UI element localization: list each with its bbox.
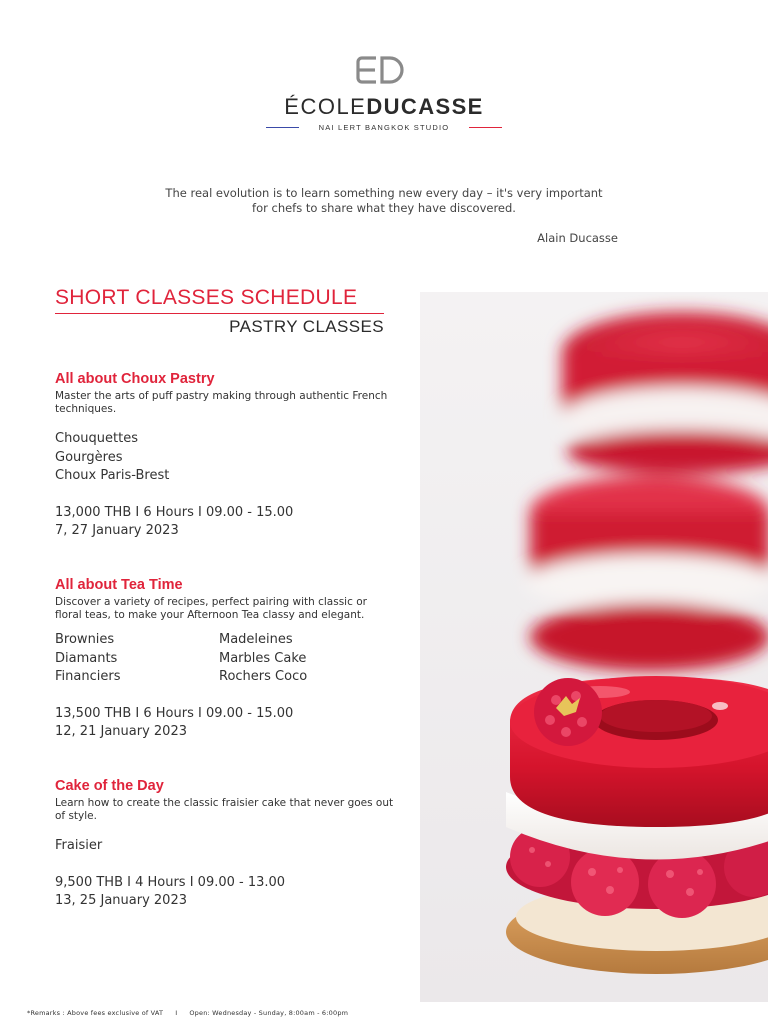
class-item: Choux Paris-Brest bbox=[55, 468, 170, 483]
quote-line: for chefs to share what they have discovered. bbox=[252, 201, 516, 215]
class-block bbox=[55, 576, 395, 742]
class-item: Marbles Cake bbox=[219, 650, 307, 666]
class-title: All about Tea Time bbox=[55, 577, 183, 593]
class-dates: 12, 21 January 2023 bbox=[55, 724, 187, 739]
class-items bbox=[55, 631, 395, 687]
class-block bbox=[55, 370, 395, 541]
class-description: Master the arts of puff pastry making through authentic French techniques. bbox=[55, 390, 388, 415]
class-price-info bbox=[55, 874, 395, 911]
class-dates: 13, 25 January 2023 bbox=[55, 893, 187, 908]
brand-name-part2: DUCASSE bbox=[366, 94, 484, 119]
schedule-title-rule bbox=[55, 313, 384, 314]
class-item: Fraisier bbox=[55, 838, 103, 853]
class-title: Cake of the Day bbox=[55, 778, 164, 794]
class-item: Chouquettes bbox=[55, 431, 138, 446]
class-description: Learn how to create the classic fraisier cake that never goes out of style. bbox=[55, 797, 394, 822]
class-items bbox=[55, 430, 395, 486]
class-price-line: 13,500 THB I 6 Hours I 09.00 - 15.00 bbox=[55, 705, 294, 721]
class-item: Diamants bbox=[55, 650, 118, 666]
class-item: Rochers Coco bbox=[219, 669, 308, 684]
class-block bbox=[55, 777, 395, 911]
footer-remarks bbox=[27, 1009, 348, 1017]
class-item: Gourgères bbox=[55, 449, 123, 465]
brand-subtitle: NAI LERT BANGKOK STUDIO bbox=[318, 123, 450, 132]
footer-opening-hours: Open: Wednesday - Sunday, 8:00am - 6:00pm bbox=[189, 1009, 349, 1017]
footer-separator: I bbox=[175, 1009, 178, 1017]
class-item: Financiers bbox=[55, 669, 121, 684]
quote-author: Alain Ducasse bbox=[537, 231, 618, 245]
class-item: Madeleines bbox=[219, 632, 293, 647]
class-description: Discover a variety of recipes, perfect pairing with classic or floral teas, to make your Afternoon Tea classy and elegant. bbox=[55, 596, 367, 621]
schedule-title: SHORT CLASSES SCHEDULE bbox=[55, 286, 358, 309]
raspberry-cake-photo bbox=[420, 292, 768, 1002]
class-items bbox=[55, 837, 395, 856]
class-price-info bbox=[55, 504, 395, 541]
quote-text bbox=[110, 186, 658, 216]
class-item: Brownies bbox=[55, 632, 115, 647]
class-price-info bbox=[55, 705, 395, 742]
brand-rule-red bbox=[469, 127, 502, 128]
ecole-ducasse-logo-icon bbox=[356, 56, 412, 84]
class-dates: 7, 27 January 2023 bbox=[55, 523, 179, 538]
class-price-line: 9,500 THB I 4 Hours I 09.00 - 13.00 bbox=[55, 874, 286, 890]
class-title: All about Choux Pastry bbox=[55, 371, 215, 387]
footer-vat-note: *Remarks : Above fees exclusive of VAT bbox=[27, 1009, 164, 1017]
class-price-line: 13,000 THB I 6 Hours I 09.00 - 15.00 bbox=[55, 504, 294, 520]
brand-name-part1: ÉCOLE bbox=[284, 94, 367, 119]
schedule-subtitle: PASTRY CLASSES bbox=[229, 317, 384, 336]
quote-line: The real evolution is to learn something new every day – it's very important bbox=[165, 186, 603, 200]
brand-wordmark bbox=[0, 94, 768, 120]
